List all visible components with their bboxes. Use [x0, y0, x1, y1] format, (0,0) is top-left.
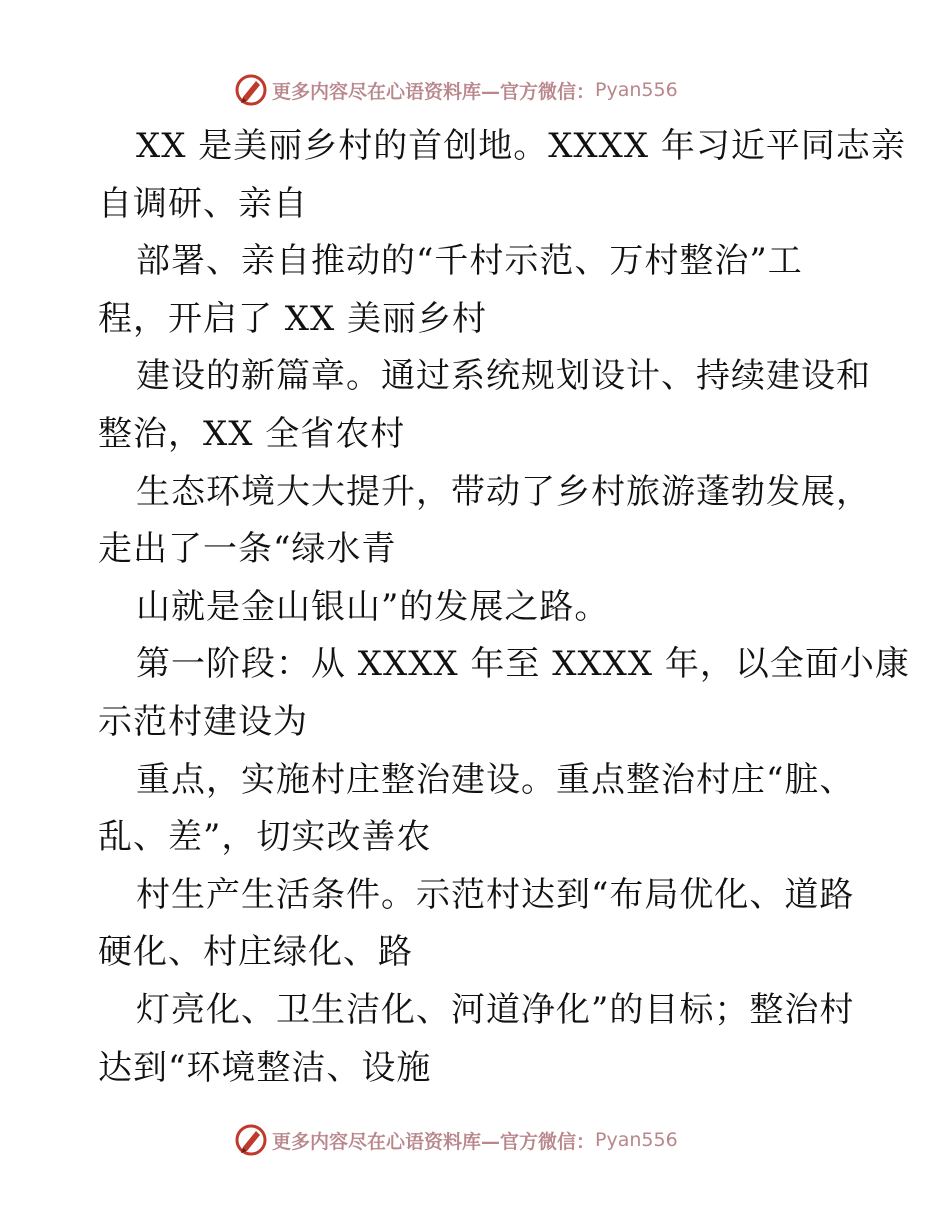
document-body [98, 118, 910, 1097]
text-line: 示范村建设为 [98, 701, 308, 742]
text-line: 灯亮化、卫生洁化、河道净化”的目标；整治村 [136, 989, 855, 1030]
banner-wechat-id: Pyan556 [595, 79, 678, 101]
text-line: 硬化、村庄绿化、路 [98, 932, 413, 973]
text-line: 村生产生活条件。示范村达到“布局优化、道路 [136, 874, 855, 915]
banner-text: 更多内容尽在心语资料库—官方微信： [272, 80, 596, 103]
text-line: 程，开启了 XX 美丽乡村 [98, 298, 488, 339]
text-line: 建设的新篇章。通过系统规划设计、持续建设和 [136, 356, 871, 397]
text-line: 乱、差”，切实改善农 [98, 817, 432, 858]
text-line: 重点，实施村庄整治建设。重点整治村庄“脏、 [136, 759, 855, 800]
text-line: 达到“环境整洁、设施 [98, 1047, 432, 1088]
pen-nib-logo-icon [234, 73, 268, 107]
text-line: 山就是金山银山”的发展之路。 [136, 586, 610, 627]
text-line: 整治，XX 全省农村 [98, 413, 406, 454]
text-line: 部署、亲自推动的“千村示范、万村整治”工 [136, 241, 803, 282]
text-line: 走出了一条“绿水青 [98, 529, 397, 570]
header-banner [234, 72, 678, 108]
banner-text: 更多内容尽在心语资料库—官方微信： [272, 1130, 596, 1153]
pen-nib-logo-icon [234, 1123, 268, 1157]
banner-wechat-id: Pyan556 [595, 1129, 678, 1151]
text-line: 自调研、亲自 [98, 183, 308, 224]
text-line: 第一阶段：从 XXXX 年至 XXXX 年，以全面小康 [136, 644, 910, 685]
text-line: 生态环境大大提升，带动了乡村旅游蓬勃发展， [136, 471, 871, 512]
text-line: XX 是美丽乡村的首创地。XXXX 年习近平同志亲 [136, 126, 906, 166]
footer-banner [234, 1122, 678, 1158]
